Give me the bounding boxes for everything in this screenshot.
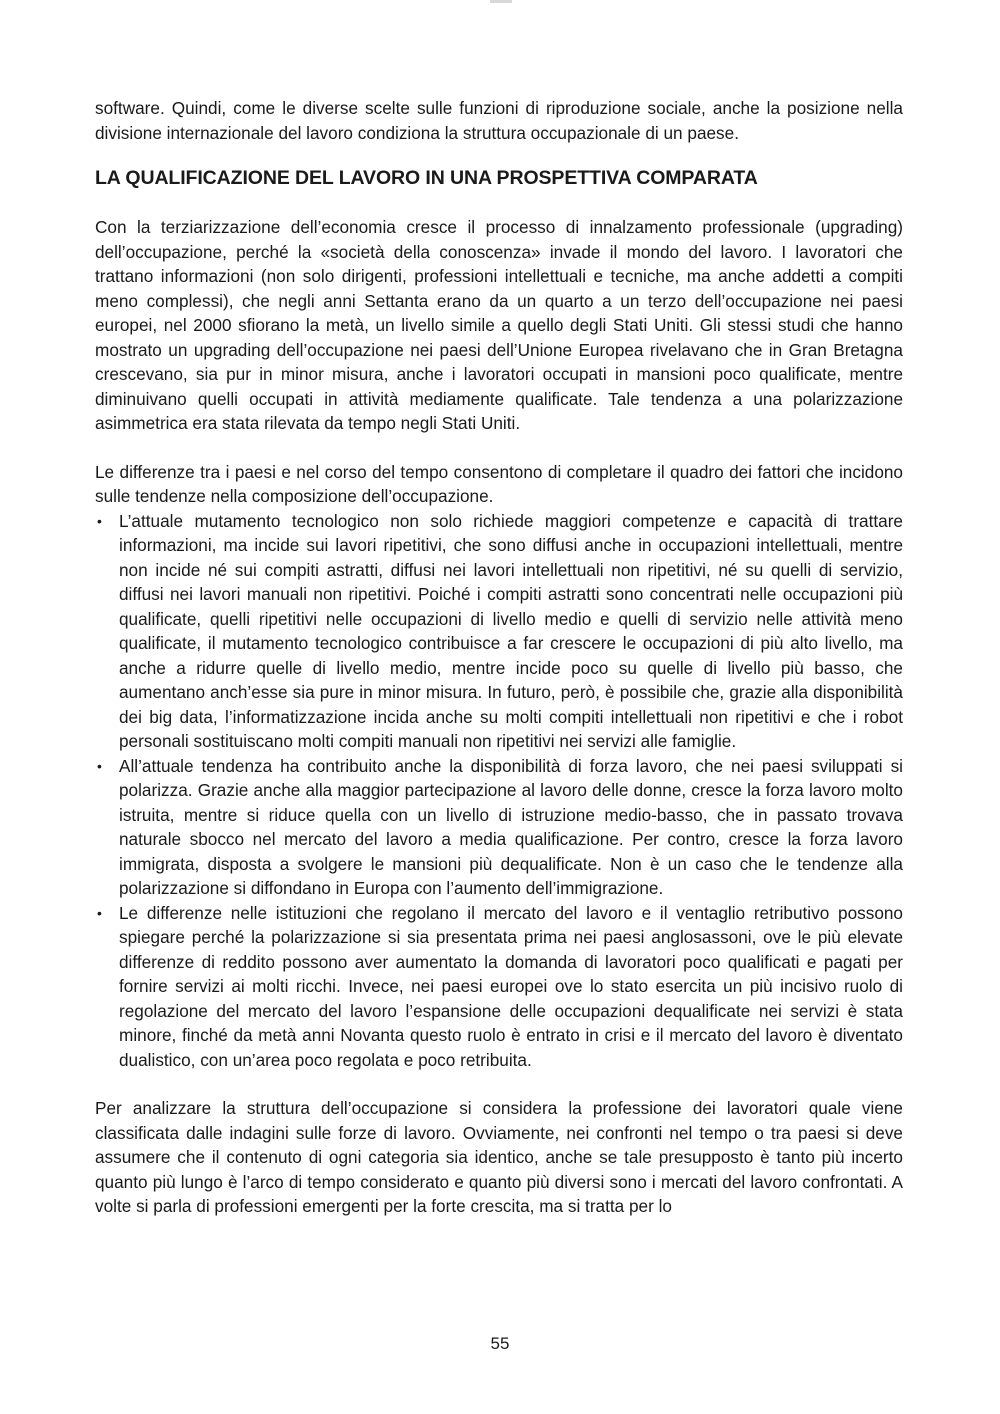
bullet-icon: • — [97, 757, 102, 774]
list-item-text: Le differenze nelle istituzioni che regolano il mercato del lavoro e il ventaglio retributivo possono spiegare perché la polarizzazione si sia presentata prima nei paesi anglosassoni, ove le più elevate differenze di reddito possono aver aumentato la domanda di lavoratori poco qualificati e pagati per fornire servizi ai molti ricchi. Invece, nei paesi europei ove lo stato esercita un più incisivo ruolo di regolazione del mercato del lavoro l’espansione delle occupazioni dequalificate nei servizi è stata minore, finché da metà anni Novanta questo ruolo è entrato in crisi e il mercato del lavoro è diventato dualistico, con un’area poco regolata e poco retribuita. — [119, 902, 903, 1070]
header-mark — [490, 0, 512, 3]
paragraph-upgrading: Con la terziarizzazione dell’economia cresce il processo di innalzamento professionale (upgrading) dell’occupazione, perché la «società della conoscenza» invade il mondo del lavoro. I lavoratori che trattano informazioni (non solo dirigenti, professioni intellettuali e tecniche, ma anche addetti a compiti meno complessi), che negli anni Settanta erano da un quarto a un terzo dell’occupazione nei paesi europei, nel 2000 sfiorano la metà, un livello simile a quello degli Stati Uniti. Gli stessi studi che hanno mostrato un upgrading dell’occupazione nei paesi dell’Unione Europea rivelavano che in Gran Bretagna crescevano, sia pur in minor misura, anche i lavoratori occupati in mansioni poco qualificate, mentre diminuivano quelli occupati in attività mediamente qualificate. Tale tendenza a una polarizzazione asimmetrica era stata rilevata da tempo negli Stati Uniti. — [95, 217, 903, 433]
list-item-text: L’attuale mutamento tecnologico non solo richiede maggiori competenze e capacità di trattare informazioni, ma incide sui lavori ripetitivi, che sono diffusi anche in occupazioni intellettuali, mentre non incide né sui compiti astratti, diffusi nei lavori intellettuali non ripetitivi, né su quelli di servizio, diffusi nei lavori manuali non ripetitivi. Poiché i compiti astratti sono concentrati nelle occupazioni più qualificate, quelli ripetitivi nelle occupazioni di livello medio e quelli di servizio nelle attività meno qualificate, il mutamento tecnologico contribuisce a far crescere le occupazioni di più alto livello, ma anche a ridurre quelle di livello medio, mentre incide poco su quelle di livello più basso, che aumentano anch’esse sia pure in minor misura. In futuro, però, è possibile che, grazie alla disponibilità dei big data, l’informatizzazione incida anche su molti compiti intellettuali non ripetitivi e che i robot personali sostituiscano molti compiti manuali non ripetitivi nei servizi alle famiglie. — [119, 510, 903, 751]
intro-paragraph: software. Quindi, come le diverse scelte sulle funzioni di riproduzione sociale, anche la posizione nella divisione internazionale del lavoro condiziona la struttura occupazionale di un paese. — [95, 98, 903, 143]
paragraph-differences: Le differenze tra i paesi e nel corso del tempo consentono di completare il quadro dei fattori che incidono sulle tendenze nella composizione dell’occupazione. — [95, 461, 903, 506]
list-item — [95, 754, 903, 901]
list-item-text: All’attuale tendenza ha contribuito anche la disponibilità di forza lavoro, che nei paesi sviluppati si polarizza. Grazie anche alla maggior partecipazione al lavoro delle donne, cresce la forza lavoro molto istruita, mentre si riduce quella con un livello di istruzione medio-basso, che in passato trovava naturale sbocco nel mercato del lavoro a media qualificazione. Per contro, cresce la forza lavoro immigrata, disposta a svolgere le mansioni più dequalificate. Non è un caso che le tendenze alla polarizzazione si diffondano in Europa con l’aumento dell’immigrazione. — [119, 755, 903, 898]
bullet-icon: • — [97, 512, 102, 529]
list-item — [95, 509, 903, 754]
bullet-icon: • — [97, 904, 102, 921]
page-body — [95, 96, 903, 1219]
section-heading: LA QUALIFICAZIONE DEL LAVORO IN UNA PROSPETTIVA COMPARATA — [95, 167, 758, 189]
factors-list — [95, 509, 903, 1073]
list-item — [95, 901, 903, 1073]
page-number: 55 — [490, 1334, 510, 1353]
paragraph-structure: Per analizzare la struttura dell’occupazione si considera la professione dei lavoratori quale viene classificata dalle indagini sulle forze di lavoro. Ovviamente, nei confronti nel tempo o tra paesi si deve assumere che il contenuto di ogni categoria sia identico, anche se tale presupposto è tanto più incerto quanto più lungo è l’arco di tempo considerato e quanto più diversi sono i mercati del lavoro confrontati. A volte si parla di professioni emergenti per la forte crescita, ma si tratta per lo — [95, 1098, 903, 1216]
